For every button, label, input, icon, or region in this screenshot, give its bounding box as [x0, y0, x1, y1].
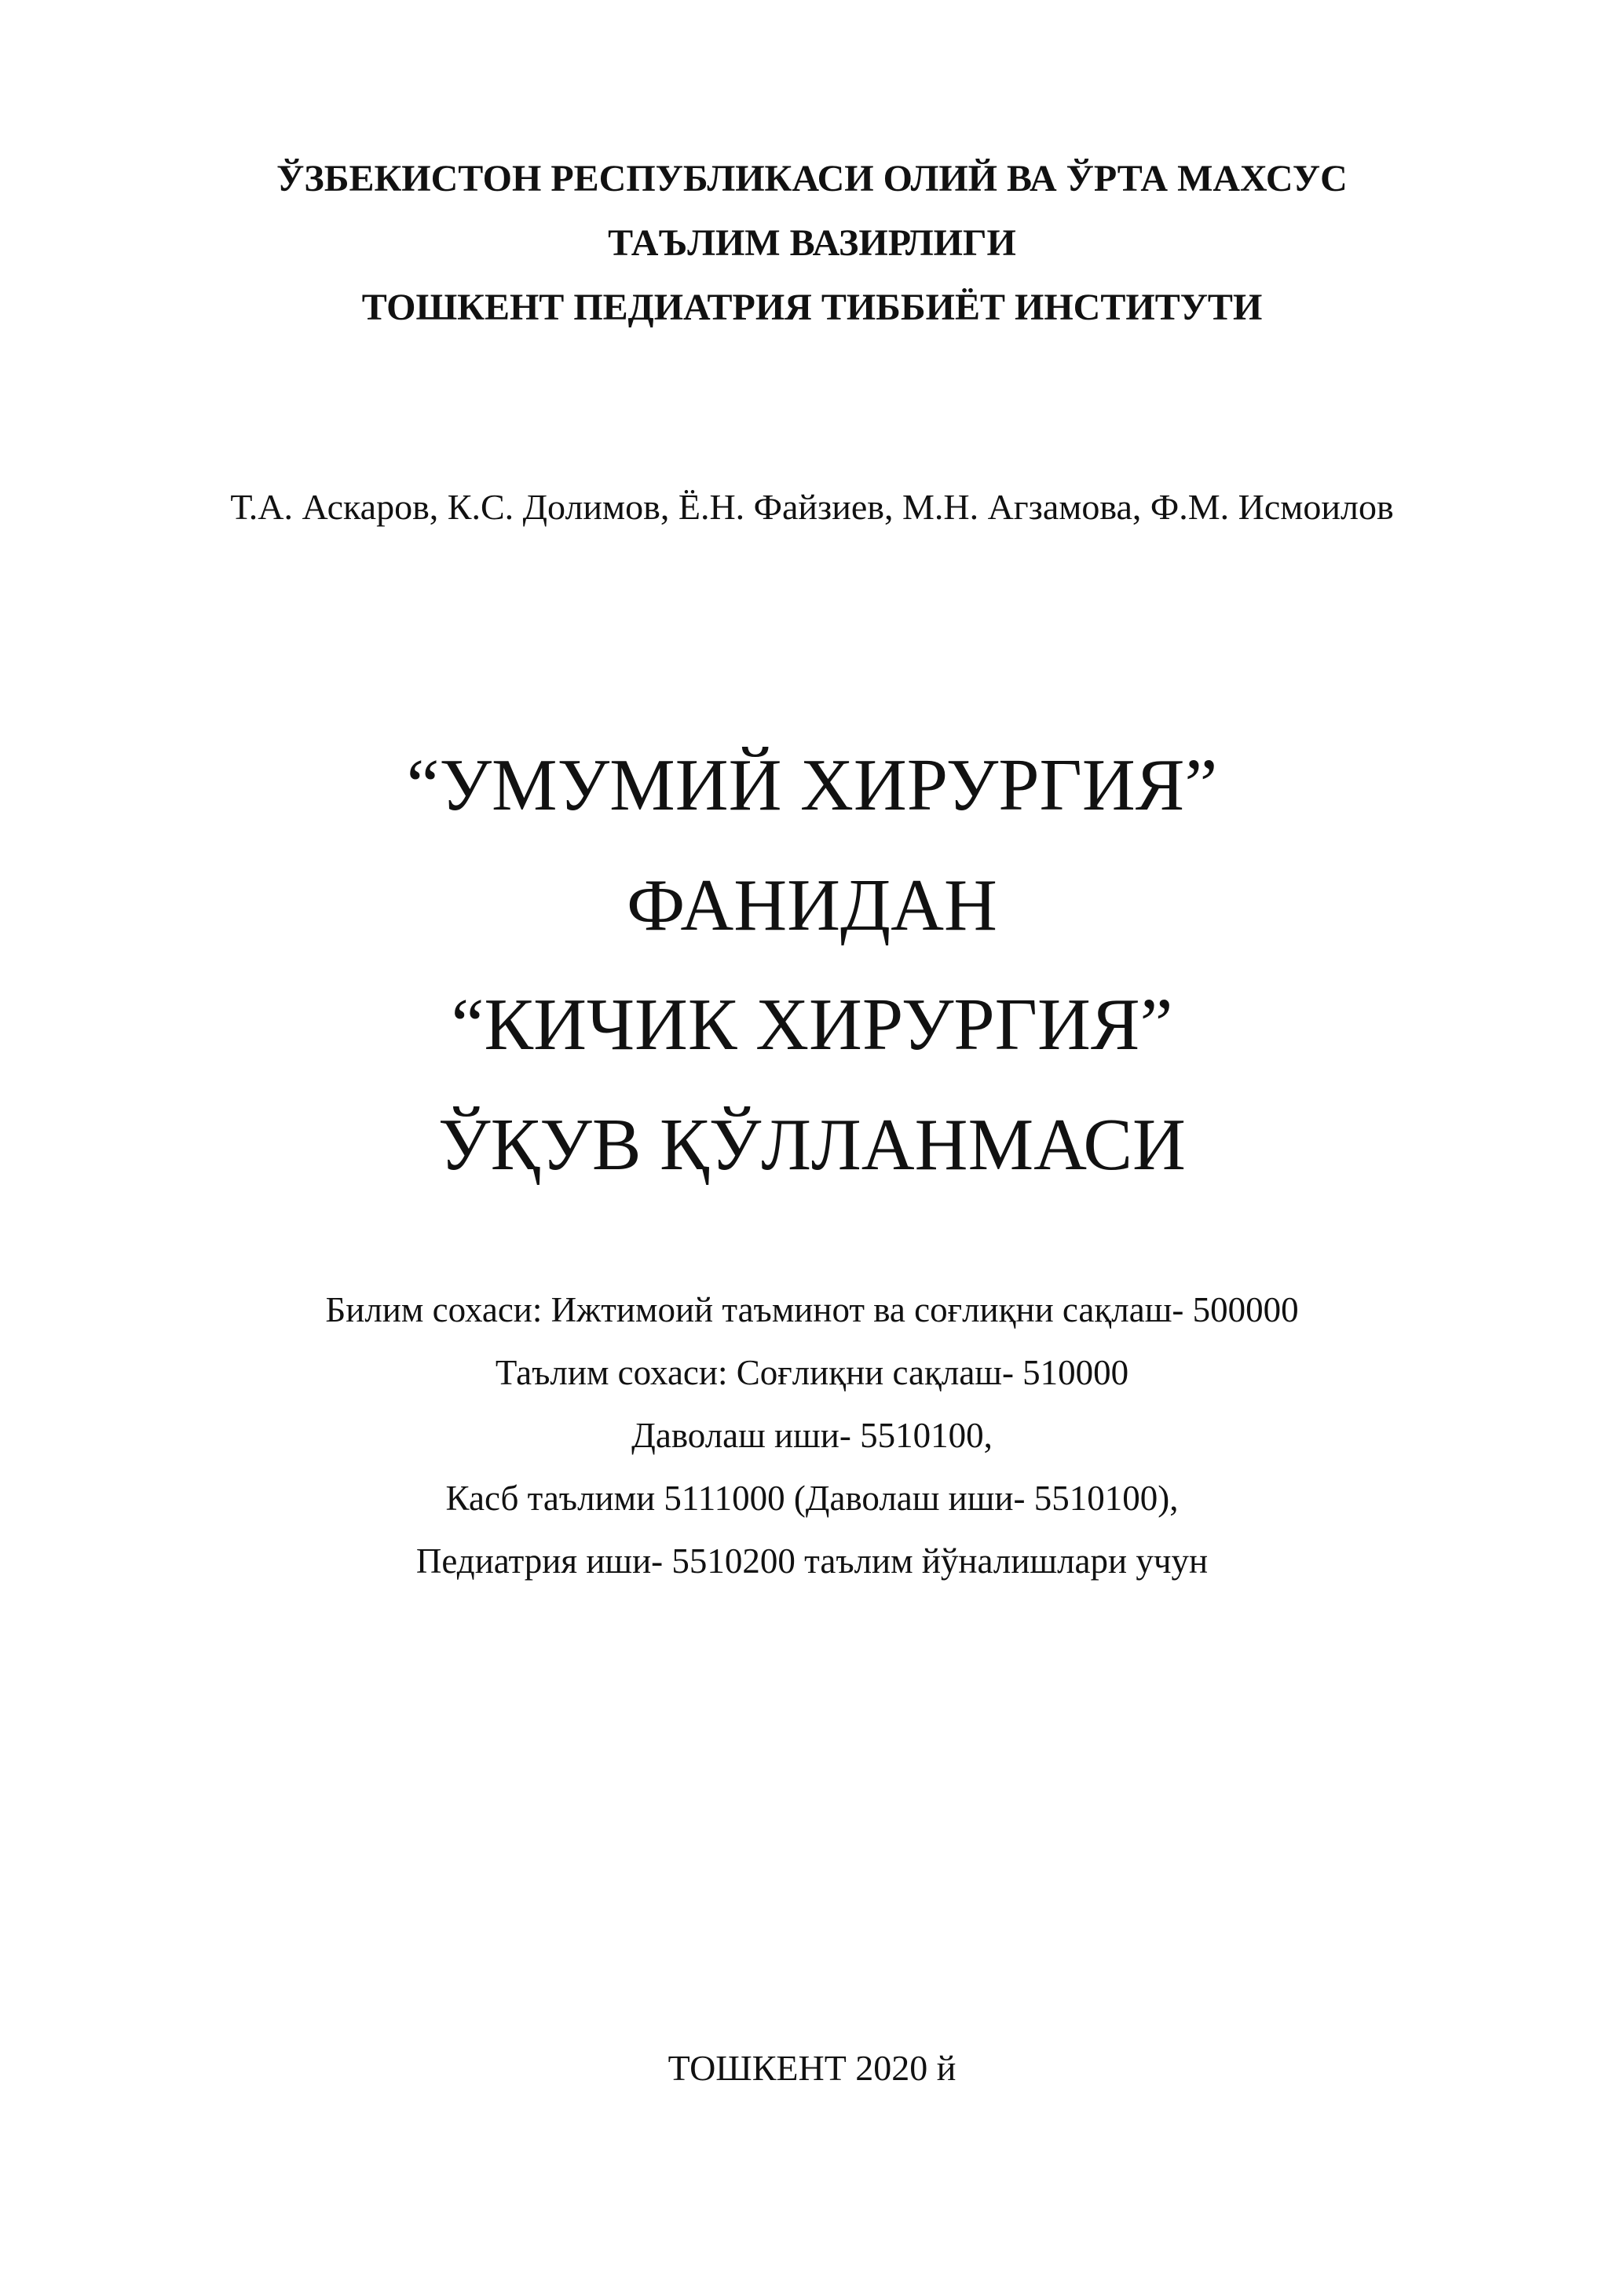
institute-heading: ТОШКЕНТ ПЕДИАТРИЯ ТИББИЁТ ИНСТИТУТИ [361, 287, 1263, 328]
authors-line: Т.А. Аскаров, К.С. Долимов, Ё.Н. Файзиев, М.Н. Агзамова, Ф.М. Исмоилов [230, 487, 1394, 527]
title-line-2: ФАНИДАН [627, 865, 997, 946]
ministry-heading-line-1: ЎЗБЕКИСТОН РЕСПУБЛИКАСИ ОЛИЙ ВА ЎРТА МАХСУС [276, 158, 1348, 199]
specialty-treatment: Даволаш иши- 5510100, [631, 1416, 993, 1455]
title-line-4: ЎҚУВ ҚЎЛЛАНМАСИ [438, 1104, 1186, 1186]
specialty-pediatrics: Педиатрия иши- 5510200 таълим йўналишлари учун [415, 1541, 1209, 1581]
field-of-education: Таълим сохаси: Соғлиқни сақлаш- 510000 [495, 1353, 1129, 1392]
place-and-year: ТОШКЕНТ 2020 й [668, 2048, 956, 2088]
title-line-1: “УМУМИЙ ХИРУРГИЯ” [406, 744, 1218, 826]
ministry-heading-line-2: ТАЪЛИМ ВАЗИРЛИГИ [608, 222, 1016, 264]
field-of-knowledge: Билим сохаси: Ижтимоий таъминот ва соғлиқни сақлаш- 500000 [325, 1290, 1299, 1329]
specialty-vocational: Касб таълими 5111000 (Даволаш иши- 5510100), [445, 1479, 1179, 1518]
title-line-3: “КИЧИК ХИРУРГИЯ” [451, 984, 1173, 1066]
